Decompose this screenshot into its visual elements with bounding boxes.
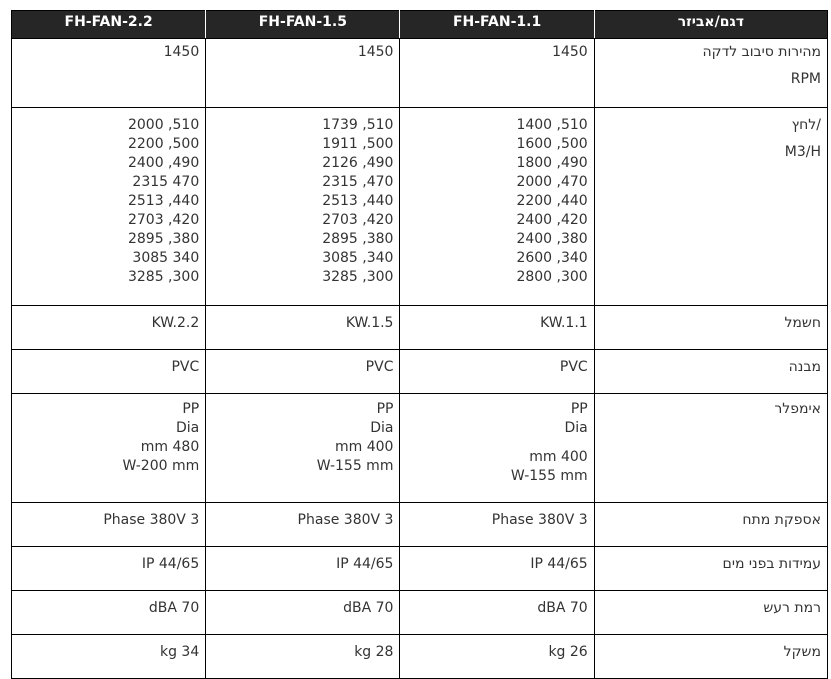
impeller-value: Dia [175, 420, 200, 436]
flow-value: 2703 ,420 [322, 212, 394, 228]
impeller-cell [400, 394, 594, 503]
table-row-voltage [12, 503, 828, 547]
column-header-fh-fan-2-2: FH-FAN-2.2 [12, 11, 206, 39]
row-label-unit: RPM [790, 71, 821, 87]
flow-cell [206, 108, 400, 306]
power-cell: KW.1.1 [400, 306, 594, 350]
flow-value: 3285 ,300 [127, 269, 200, 285]
flow-value: 2126 ,490 [322, 155, 394, 171]
structure-cell: PVC [400, 350, 594, 394]
flow-value: 2315 ,470 [322, 174, 394, 190]
flow-value: 2200 ,440 [516, 193, 588, 209]
table-row-impeller [12, 394, 828, 503]
table-row-power [12, 306, 828, 350]
structure-cell: PVC [206, 350, 400, 394]
flow-cell [12, 108, 206, 306]
voltage-cell: Phase 380V 3 [206, 503, 400, 547]
power-cell: KW.1.5 [206, 306, 400, 350]
impeller-value: PP [376, 401, 394, 417]
row-label-flow [594, 108, 827, 306]
table-row-rpm [12, 39, 828, 108]
table-row-weight [12, 635, 828, 679]
row-label-power: חשמל [594, 306, 827, 350]
flow-value: 1911 ,500 [322, 136, 394, 152]
impeller-value: mm 480 [140, 439, 200, 455]
column-header-model: דגם/אביזר [594, 11, 827, 39]
impeller-value: Dia [370, 420, 394, 436]
flow-value: 2315 470 [132, 174, 200, 190]
row-label-waterproof: עמידות בפני מים [594, 547, 827, 591]
flow-value: 1739 ,510 [322, 117, 394, 133]
flow-value: 2600 ,340 [516, 250, 588, 266]
flow-value: 2200 ,500 [127, 136, 200, 152]
row-label-unit: M3/H [784, 144, 821, 160]
voltage-cell: Phase 380V 3 [12, 503, 206, 547]
structure-cell: PVC [12, 350, 206, 394]
rpm-cell: 1450 [206, 39, 400, 108]
table-row-structure [12, 350, 828, 394]
flow-value: 3085 ,340 [322, 250, 394, 266]
flow-value: 2800 ,300 [516, 269, 588, 285]
table-row-noise [12, 591, 828, 635]
flow-value: 2703 ,420 [127, 212, 200, 228]
impeller-cell [12, 394, 206, 503]
flow-value: 3085 340 [132, 250, 200, 266]
header-row [12, 11, 828, 39]
impeller-value: mm 400 [335, 439, 394, 455]
column-header-fh-fan-1-1: FH-FAN-1.1 [400, 11, 594, 39]
flow-value: 2513 ,440 [127, 193, 200, 209]
flow-value: 3285 ,300 [322, 269, 394, 285]
rpm-cell: 1450 [400, 39, 594, 108]
flow-value: 2000 ,470 [516, 174, 588, 190]
waterproof-cell: IP 44/65 [12, 547, 206, 591]
flow-value: 1800 ,490 [516, 155, 588, 171]
noise-cell: dBA 70 [400, 591, 594, 635]
impeller-value: W-200 mm [122, 458, 200, 474]
row-label-voltage: אספקת מתח [594, 503, 827, 547]
weight-cell: kg 28 [206, 635, 400, 679]
impeller-value: mm 400 [529, 449, 588, 465]
impeller-value: PP [570, 401, 588, 417]
flow-value: 2400 ,490 [127, 155, 200, 171]
impeller-value: W-155 mm [510, 468, 588, 484]
flow-value: 1600 ,500 [516, 136, 588, 152]
flow-value: 1400 ,510 [516, 117, 588, 133]
spec-table [11, 10, 828, 679]
rpm-cell: 1450 [12, 39, 206, 108]
weight-cell: kg 34 [12, 635, 206, 679]
impeller-value: Dia [564, 420, 588, 436]
waterproof-cell: IP 44/65 [400, 547, 594, 591]
flow-value: 2400 ,420 [516, 212, 588, 228]
row-label-weight: משקל [594, 635, 827, 679]
flow-value: 2000 ,510 [127, 117, 200, 133]
row-label-rpm [594, 39, 827, 108]
row-label-structure: מבנה [594, 350, 827, 394]
row-label-text: מהירות סיבוב לדקה [702, 44, 821, 60]
noise-cell: dBA 70 [206, 591, 400, 635]
table-row-flow [12, 108, 828, 306]
row-label-impeller: אימפלר [594, 394, 827, 503]
column-header-fh-fan-1-5: FH-FAN-1.5 [206, 11, 400, 39]
flow-value: 2895 ,380 [127, 231, 200, 247]
flow-cell [400, 108, 594, 306]
power-cell: KW.2.2 [12, 306, 206, 350]
table-row-waterproof [12, 547, 828, 591]
impeller-value: W-155 mm [316, 458, 394, 474]
impeller-cell [206, 394, 400, 503]
impeller-spacer [406, 438, 587, 448]
flow-value: 2400 ,380 [516, 231, 588, 247]
row-label-text: לחץ/ [791, 117, 821, 133]
voltage-cell: Phase 380V 3 [400, 503, 594, 547]
flow-value: 2513 ,440 [322, 193, 394, 209]
impeller-value: PP [182, 401, 200, 417]
row-label-noise: רמת רעש [594, 591, 827, 635]
flow-value: 2895 ,380 [322, 231, 394, 247]
noise-cell: dBA 70 [12, 591, 206, 635]
waterproof-cell: IP 44/65 [206, 547, 400, 591]
weight-cell: kg 26 [400, 635, 594, 679]
